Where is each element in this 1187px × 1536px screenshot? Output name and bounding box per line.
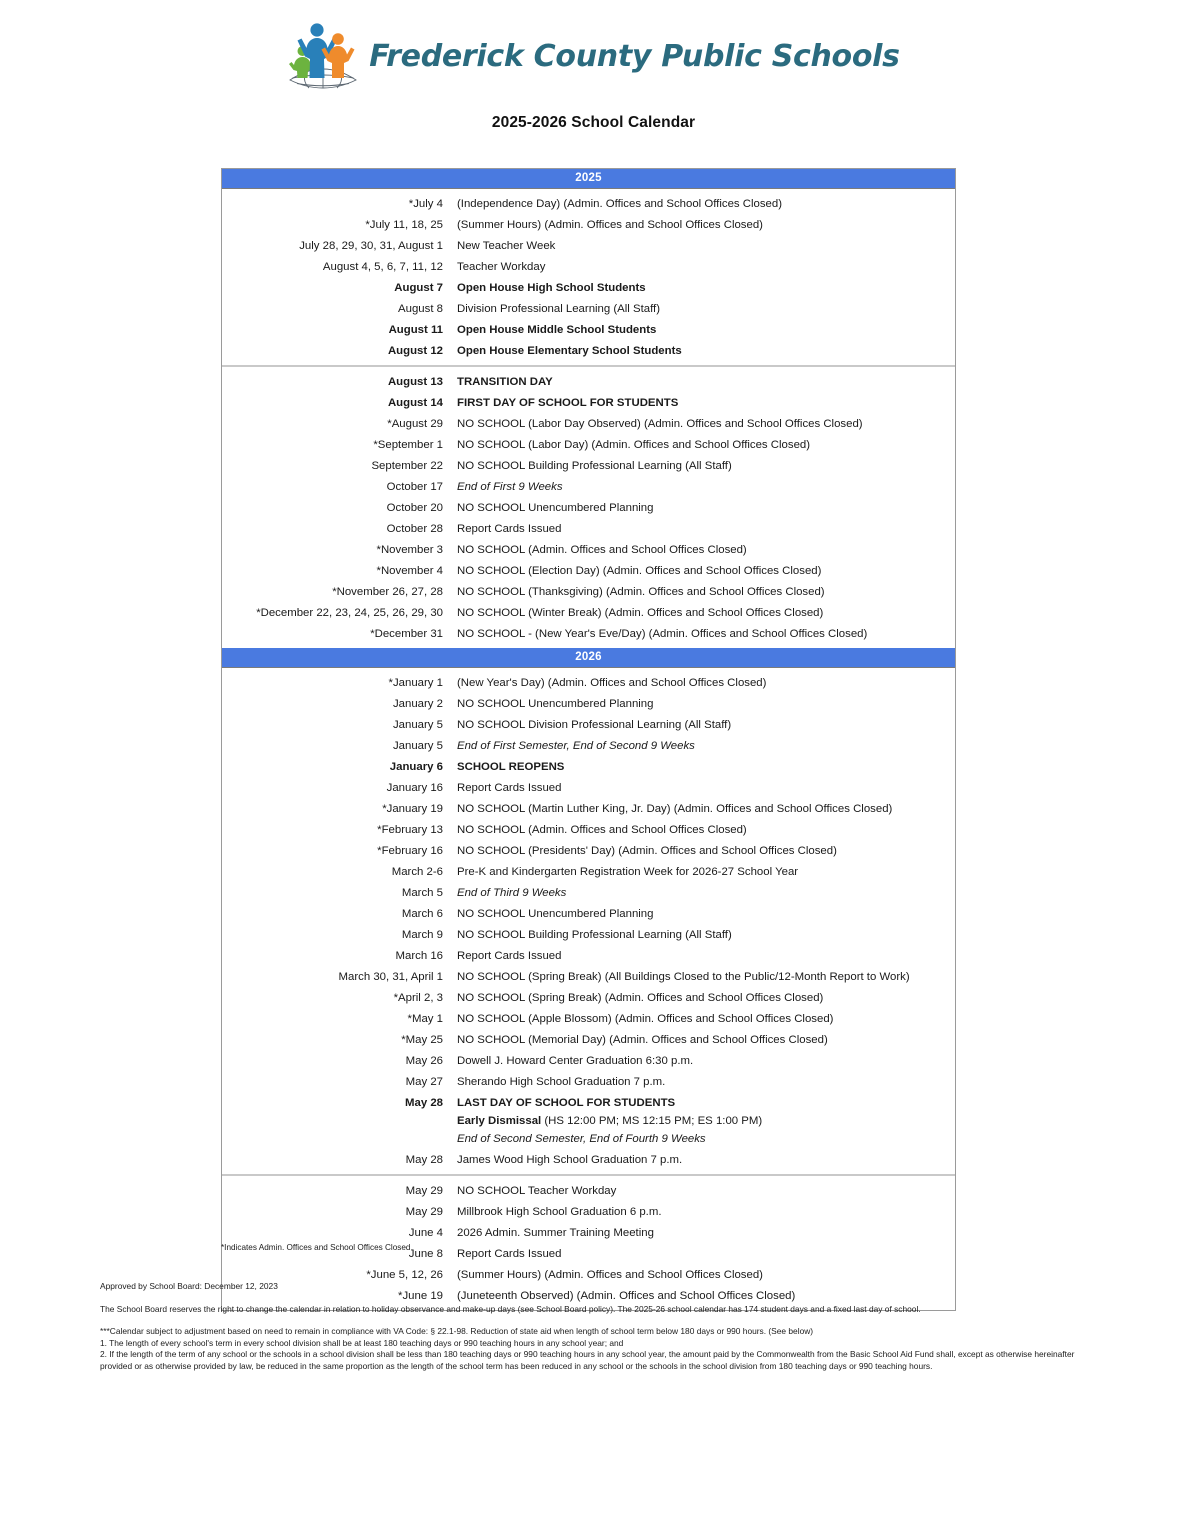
school-calendar-table — [221, 168, 956, 1311]
calendar-description: New Teacher Week — [457, 239, 556, 252]
calendar-row — [222, 735, 955, 756]
calendar-description: Report Cards Issued — [457, 949, 562, 962]
year-header-2026: 2026 — [222, 648, 955, 668]
calendar-row — [222, 455, 955, 476]
calendar-description-text: LAST DAY OF SCHOOL FOR STUDENTS — [457, 1096, 676, 1109]
asterisk-legend: *Indicates Admin. Offices and School Offices Closed — [221, 1243, 411, 1252]
calendar-row — [222, 1008, 955, 1029]
calendar-date: *May 25 — [401, 1033, 443, 1046]
calendar-description: Open House Elementary School Students — [457, 344, 682, 357]
approval-note: Approved by School Board: December 12, 2023 — [100, 1281, 278, 1291]
calendar-description: (Summer Hours) (Admin. Offices and School Offices Closed) — [457, 1268, 763, 1281]
calendar-row — [222, 319, 955, 340]
calendar-date: *November 26, 27, 28 — [332, 585, 443, 598]
calendar-section — [222, 365, 955, 648]
calendar-description: NO SCHOOL Unencumbered Planning — [457, 907, 654, 920]
calendar-date: *December 22, 23, 24, 25, 26, 29, 30 — [256, 606, 443, 619]
calendar-description: Dowell J. Howard Center Graduation 6:30 p.m. — [457, 1054, 694, 1067]
calendar-description: NO SCHOOL (Election Day) (Admin. Offices and School Offices Closed) — [457, 564, 822, 577]
calendar-date: March 6 — [401, 907, 443, 920]
calendar-date: January 5 — [392, 718, 443, 731]
calendar-row — [222, 497, 955, 518]
calendar-description: NO SCHOOL (Admin. Offices and School Offices Closed) — [457, 823, 747, 836]
calendar-description-text: Early Dismissal — [457, 1114, 542, 1127]
calendar-row — [222, 539, 955, 560]
calendar-row — [222, 1149, 955, 1170]
calendar-date: March 2-6 — [391, 865, 443, 878]
calendar-row — [222, 756, 955, 777]
calendar-row — [222, 672, 955, 693]
calendar-description: NO SCHOOL (Apple Blossom) (Admin. Offices and School Offices Closed) — [457, 1012, 834, 1025]
calendar-row — [222, 1029, 955, 1050]
calendar-row — [222, 1201, 955, 1222]
calendar-description: TRANSITION DAY — [457, 375, 553, 388]
calendar-date: September 22 — [371, 459, 443, 472]
calendar-description: (Summer Hours) (Admin. Offices and School Offices Closed) — [457, 218, 763, 231]
calendar-description: SCHOOL REOPENS — [457, 760, 565, 773]
calendar-row — [222, 1071, 955, 1092]
calendar-description: NO SCHOOL - (New Year's Eve/Day) (Admin. Offices and School Offices Closed) — [457, 627, 868, 640]
calendar-row — [222, 340, 955, 361]
calendar-date: May 28 — [405, 1153, 443, 1166]
calendar-date: August 8 — [398, 302, 443, 315]
calendar-description: Teacher Workday — [457, 260, 546, 273]
calendar-date: August 4, 5, 6, 7, 11, 12 — [322, 260, 443, 273]
va-code-item-2: 2. If the length of the term of any school or the schools in a school division shall be less than 180 teaching days or 990 teaching hours in any school year, the amount paid by the Commonwealth from the Basic School Aid Fund shall, except as otherwise hereinafter provided or as otherwise provided by law, be reduced in the same proportion as the length of the school term has been reduced in any school or the schools in the school division from 180 teaching days or 990 teaching hours. — [100, 1349, 1075, 1371]
calendar-row — [222, 214, 955, 235]
calendar-description: Report Cards Issued — [457, 1247, 562, 1260]
calendar-date: *August 29 — [387, 417, 443, 430]
year-header-2025: 2025 — [222, 169, 955, 189]
calendar-row — [222, 413, 955, 434]
organization-name: Frederick County Public Schools — [369, 38, 900, 74]
calendar-row — [222, 298, 955, 319]
calendar-row — [222, 1050, 955, 1071]
calendar-row — [222, 392, 955, 413]
calendar-date: *June 19 — [398, 1289, 443, 1302]
calendar-date: August 13 — [387, 375, 443, 388]
school-board-reserve-note: The School Board reserves the right to change the calendar in relation to holiday observance and make-up days (see School Board policy). The 2025-26 school calendar has 174 student days and a fixed last day of school. — [100, 1303, 921, 1314]
calendar-date: *May 1 — [407, 1012, 443, 1025]
calendar-row — [222, 193, 955, 214]
calendar-row — [222, 235, 955, 256]
calendar-description: NO SCHOOL Unencumbered Planning — [457, 501, 654, 514]
calendar-row — [222, 434, 955, 455]
masthead — [0, 0, 1187, 86]
calendar-description: NO SCHOOL (Labor Day) (Admin. Offices and School Offices Closed) — [457, 438, 811, 451]
calendar-date: January 6 — [389, 760, 443, 773]
calendar-description-line — [457, 1112, 955, 1130]
calendar-date: August 14 — [387, 396, 443, 409]
calendar-row — [222, 924, 955, 945]
calendar-row — [222, 819, 955, 840]
calendar-date: June 8 — [408, 1247, 443, 1260]
calendar-description: NO SCHOOL Teacher Workday — [457, 1184, 617, 1197]
calendar-row — [222, 1222, 955, 1243]
footer-notes — [100, 1281, 1100, 1372]
fcps-people-globe-logo-icon — [287, 18, 359, 94]
calendar-row — [222, 1180, 955, 1201]
calendar-date: *February 16 — [377, 844, 443, 857]
calendar-date: May 27 — [405, 1075, 443, 1088]
calendar-description: NO SCHOOL (Martin Luther King, Jr. Day) (Admin. Offices and School Offices Closed) — [457, 802, 893, 815]
calendar-description: NO SCHOOL Building Professional Learning (All Staff) — [457, 928, 732, 941]
calendar-date: May 29 — [405, 1205, 443, 1218]
calendar-section — [222, 668, 955, 1174]
calendar-date: March 16 — [395, 949, 443, 962]
calendar-date: May 29 — [405, 1184, 443, 1197]
calendar-date: *November 4 — [376, 564, 443, 577]
va-code-compliance-note: ***Calendar subject to adjustment based on need to remain in compliance with VA Code: § 22.1-98. Reduction of state aid when length of school term below 180 days or 990 hours. (See below) — [100, 1326, 814, 1336]
calendar-row — [222, 714, 955, 735]
calendar-row — [222, 966, 955, 987]
calendar-row — [222, 256, 955, 277]
calendar-date: *July 11, 18, 25 — [365, 218, 443, 231]
calendar-description: Open House Middle School Students — [457, 323, 657, 336]
calendar-description-line — [457, 1094, 955, 1112]
calendar-description: NO SCHOOL (Memorial Day) (Admin. Offices and School Offices Closed) — [457, 1033, 828, 1046]
calendar-row — [222, 840, 955, 861]
calendar-row — [222, 623, 955, 644]
calendar-section — [222, 189, 955, 365]
calendar-description: Sherando High School Graduation 7 p.m. — [457, 1075, 666, 1088]
calendar-row — [222, 581, 955, 602]
calendar-description: NO SCHOOL (Thanksgiving) (Admin. Offices and School Offices Closed) — [457, 585, 825, 598]
calendar-description: Open House High School Students — [457, 281, 646, 294]
calendar-description: Division Professional Learning (All Staff) — [457, 302, 661, 315]
calendar-description-suffix: (HS 12:00 PM; MS 12:15 PM; ES 1:00 PM) — [541, 1114, 763, 1127]
calendar-description: End of First 9 Weeks — [457, 480, 563, 493]
calendar-description: James Wood High School Graduation 7 p.m. — [457, 1153, 683, 1166]
calendar-date: *September 1 — [373, 438, 443, 451]
calendar-date: January 16 — [386, 781, 443, 794]
calendar-date: August 12 — [387, 344, 443, 357]
calendar-description: NO SCHOOL (Admin. Offices and School Offices Closed) — [457, 543, 747, 556]
calendar-description: End of Third 9 Weeks — [457, 886, 567, 899]
calendar-description: Report Cards Issued — [457, 522, 562, 535]
calendar-row — [222, 602, 955, 623]
calendar-description: Millbrook High School Graduation 6 p.m. — [457, 1205, 662, 1218]
calendar-description-text: End of Second Semester, End of Fourth 9 Weeks — [457, 1132, 706, 1145]
calendar-description: (Independence Day) (Admin. Offices and School Offices Closed) — [457, 197, 783, 210]
calendar-description: End of First Semester, End of Second 9 Weeks — [457, 739, 695, 752]
calendar-row — [222, 371, 955, 392]
calendar-description: NO SCHOOL (Spring Break) (Admin. Offices and School Offices Closed) — [457, 991, 824, 1004]
calendar-date: May 26 — [405, 1054, 443, 1067]
calendar-row — [222, 476, 955, 497]
calendar-description — [451, 1094, 955, 1148]
calendar-date: October 20 — [386, 501, 443, 514]
calendar-description: NO SCHOOL Unencumbered Planning — [457, 697, 654, 710]
calendar-date: March 5 — [401, 886, 443, 899]
calendar-row — [222, 518, 955, 539]
calendar-description-line — [457, 1130, 955, 1148]
calendar-row — [222, 903, 955, 924]
calendar-description: FIRST DAY OF SCHOOL FOR STUDENTS — [457, 396, 679, 409]
calendar-date: August 7 — [394, 281, 443, 294]
calendar-date: *June 5, 12, 26 — [366, 1268, 443, 1281]
calendar-date: *July 4 — [408, 197, 443, 210]
calendar-description: NO SCHOOL (Presidents' Day) (Admin. Offices and School Offices Closed) — [457, 844, 837, 857]
calendar-description: 2026 Admin. Summer Training Meeting — [457, 1226, 654, 1239]
calendar-description: NO SCHOOL Building Professional Learning (All Staff) — [457, 459, 732, 472]
calendar-date: *April 2, 3 — [393, 991, 443, 1004]
calendar-date: March 30, 31, April 1 — [338, 970, 443, 983]
calendar-row — [222, 777, 955, 798]
calendar-date: October 17 — [386, 480, 443, 493]
calendar-date: March 9 — [401, 928, 443, 941]
calendar-date: June 4 — [408, 1226, 443, 1239]
calendar-date: May 28 — [405, 1096, 443, 1109]
calendar-date: *February 13 — [377, 823, 443, 836]
calendar-description: NO SCHOOL (Labor Day Observed) (Admin. Offices and School Offices Closed) — [457, 417, 863, 430]
calendar-row — [222, 945, 955, 966]
calendar-description: (New Year's Day) (Admin. Offices and School Offices Closed) — [457, 676, 767, 689]
calendar-date: *January 1 — [388, 676, 443, 689]
calendar-row — [222, 798, 955, 819]
calendar-date: October 28 — [386, 522, 443, 535]
calendar-row — [222, 693, 955, 714]
calendar-description: NO SCHOOL (Spring Break) (All Buildings Closed to the Public/12-Month Report to Work) — [457, 970, 910, 983]
page-title: 2025-2026 School Calendar — [491, 114, 696, 131]
va-code-item-1: 1. The length of every school's term in every school division shall be at least 180 teaching days or 990 teaching hours in any school year; and — [100, 1337, 624, 1348]
calendar-date: *January 19 — [382, 802, 443, 815]
calendar-description: NO SCHOOL Division Professional Learning (All Staff) — [457, 718, 732, 731]
calendar-row — [222, 1092, 955, 1149]
calendar-date: January 5 — [392, 739, 443, 752]
calendar-date: July 28, 29, 30, 31, August 1 — [299, 239, 443, 252]
calendar-row — [222, 560, 955, 581]
calendar-date: *November 3 — [376, 543, 443, 556]
calendar-description: Report Cards Issued — [457, 781, 562, 794]
calendar-date: January 2 — [392, 697, 443, 710]
calendar-description: (Juneteenth Observed) (Admin. Offices and School Offices Closed) — [457, 1289, 796, 1302]
calendar-date: August 11 — [388, 323, 443, 336]
calendar-description: NO SCHOOL (Winter Break) (Admin. Offices and School Offices Closed) — [457, 606, 824, 619]
calendar-row — [222, 987, 955, 1008]
calendar-date: *December 31 — [370, 627, 443, 640]
calendar-row — [222, 882, 955, 903]
calendar-row — [222, 861, 955, 882]
calendar-description: Pre-K and Kindergarten Registration Week for 2026-27 School Year — [457, 865, 799, 878]
calendar-row — [222, 277, 955, 298]
